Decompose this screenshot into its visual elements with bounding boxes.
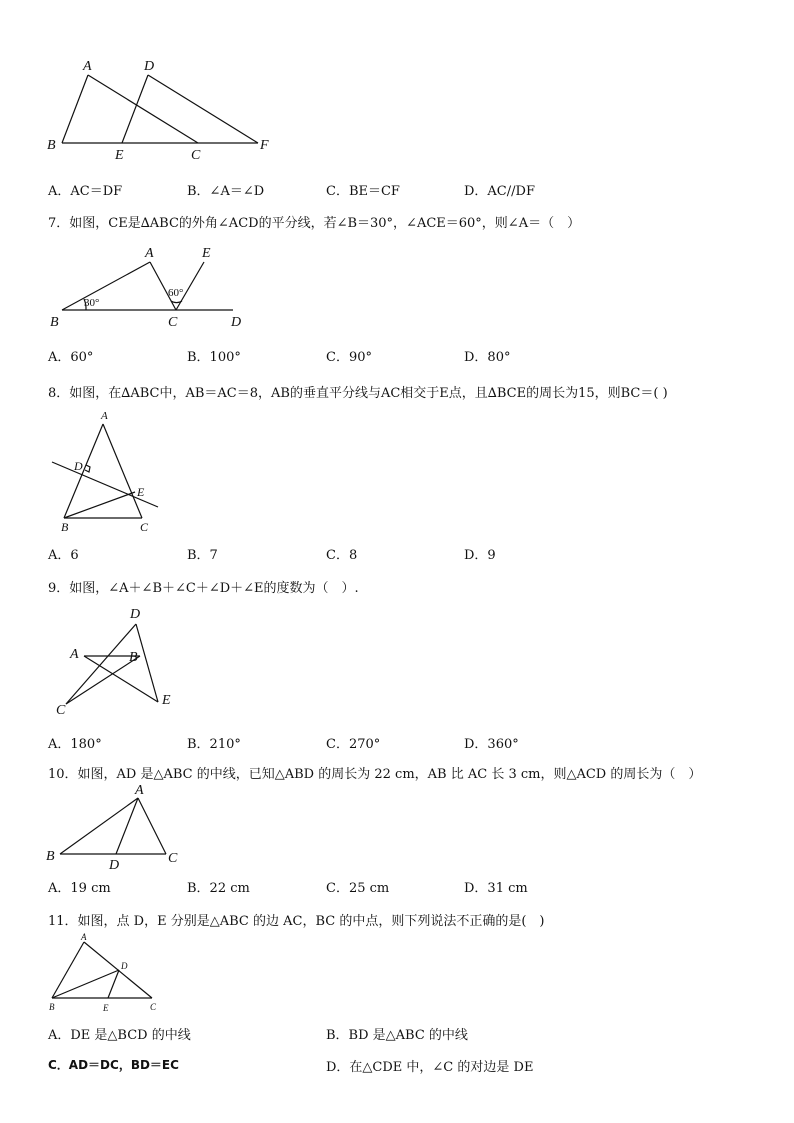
q9-label-e: E xyxy=(162,693,171,708)
q7-option-c[interactable]: C．90° xyxy=(326,350,372,365)
q9-question: 9．如图，∠A＋∠B＋∠C＋∠D＋∠E的度数为（ ）. xyxy=(48,581,359,596)
q11-option-b[interactable]: B．BD 是△ABC 的中线 xyxy=(326,1028,468,1043)
q6-option-c[interactable]: C．BE＝CF xyxy=(326,184,400,199)
q7-option-b[interactable]: B．100° xyxy=(187,350,241,365)
q9-label-b: B xyxy=(129,650,138,665)
q10-label-a: A xyxy=(135,783,144,798)
q6-label-e: E xyxy=(115,148,124,163)
q11-option-c[interactable]: C．AD＝DC，BD＝EC xyxy=(48,1058,179,1072)
q11-option-a[interactable]: A．DE 是△BCD 的中线 xyxy=(48,1028,191,1043)
q6-label-d: D xyxy=(144,59,155,74)
q11-figure xyxy=(40,928,170,1018)
q6-option-a[interactable]: A．AC＝DF xyxy=(48,184,123,199)
q11-option-d[interactable]: D．在△CDE 中，∠C 的对边是 DE xyxy=(326,1060,534,1075)
q11-question: 11．如图，点 D，E 分别是△ABC 的边 AC，BC 的中点，则下列说法不正确的是( ) xyxy=(48,914,545,929)
q9-option-a[interactable]: A．180° xyxy=(48,737,102,752)
q11-label-b: B xyxy=(49,1002,55,1012)
q10-figure xyxy=(40,782,190,872)
q7-label-c: C xyxy=(168,315,178,330)
q8-option-d[interactable]: D．9 xyxy=(464,548,496,563)
q8-question: 8．如图，在∆ABC中，AB＝AC＝8，AB的垂直平分线与AC相交于E点，且∆BCE的周长为15，则BC＝( ) xyxy=(48,386,668,401)
q8-label-c: C xyxy=(140,520,149,534)
q7-figure xyxy=(40,238,260,333)
q10-label-b: B xyxy=(46,849,55,864)
q10-option-c[interactable]: C．25 cm xyxy=(326,881,390,896)
q9-option-d[interactable]: D．360° xyxy=(464,737,519,752)
q10-label-d: D xyxy=(109,858,120,873)
q6-figure xyxy=(40,55,280,165)
q7-label-d: D xyxy=(231,315,242,330)
q7-angle-c: 60° xyxy=(168,287,184,299)
q8-label-b: B xyxy=(61,520,69,534)
q6-label-b: B xyxy=(47,138,56,153)
q7-option-d[interactable]: D．80° xyxy=(464,350,511,365)
q6-label-a: A xyxy=(83,59,92,74)
q7-question: 7．如图，CE是∆ABC的外角∠ACD的平分线，若∠B＝30°，∠ACE＝60°，则∠A＝（ ） xyxy=(48,216,581,231)
q9-option-c[interactable]: C．270° xyxy=(326,737,381,752)
q11-label-d: D xyxy=(121,961,128,971)
q9-label-c: C xyxy=(56,703,66,718)
q11-label-a: A xyxy=(81,932,87,942)
q7-option-a[interactable]: A．60° xyxy=(48,350,94,365)
q7-label-b: B xyxy=(50,315,59,330)
q8-option-c[interactable]: C．8 xyxy=(326,548,358,563)
q10-question: 10．如图，AD 是△ABC 的中线，已知△ABD 的周长为 22 cm，AB 比 AC 长 3 cm，则△ACD 的周长为（ ） xyxy=(48,767,702,782)
q7-label-e: E xyxy=(202,246,211,261)
q7-label-a: A xyxy=(145,246,154,261)
q8-figure xyxy=(40,408,180,538)
q9-label-d: D xyxy=(130,607,141,622)
q8-label-d: D xyxy=(74,459,83,473)
q6-label-c: C xyxy=(191,148,201,163)
q8-label-a: A xyxy=(101,410,108,422)
q9-figure xyxy=(40,600,190,720)
q10-option-b[interactable]: B．22 cm xyxy=(187,881,250,896)
q10-option-a[interactable]: A．19 cm xyxy=(48,881,111,896)
q6-label-f: F xyxy=(260,138,269,153)
q7-angle-b: 30° xyxy=(84,297,100,309)
q11-label-e: E xyxy=(103,1003,109,1013)
q8-option-a[interactable]: A．6 xyxy=(48,548,79,563)
q8-option-b[interactable]: B．7 xyxy=(187,548,218,563)
q10-option-d[interactable]: D．31 cm xyxy=(464,881,528,896)
q8-label-e: E xyxy=(137,485,145,499)
q6-option-b[interactable]: B．∠A＝∠D xyxy=(187,184,265,199)
q9-label-a: A xyxy=(70,647,79,662)
q9-option-b[interactable]: B．210° xyxy=(187,737,241,752)
q6-option-d[interactable]: D．AC//DF xyxy=(464,184,535,199)
q11-label-c: C xyxy=(150,1002,157,1012)
q10-label-c: C xyxy=(168,851,178,866)
